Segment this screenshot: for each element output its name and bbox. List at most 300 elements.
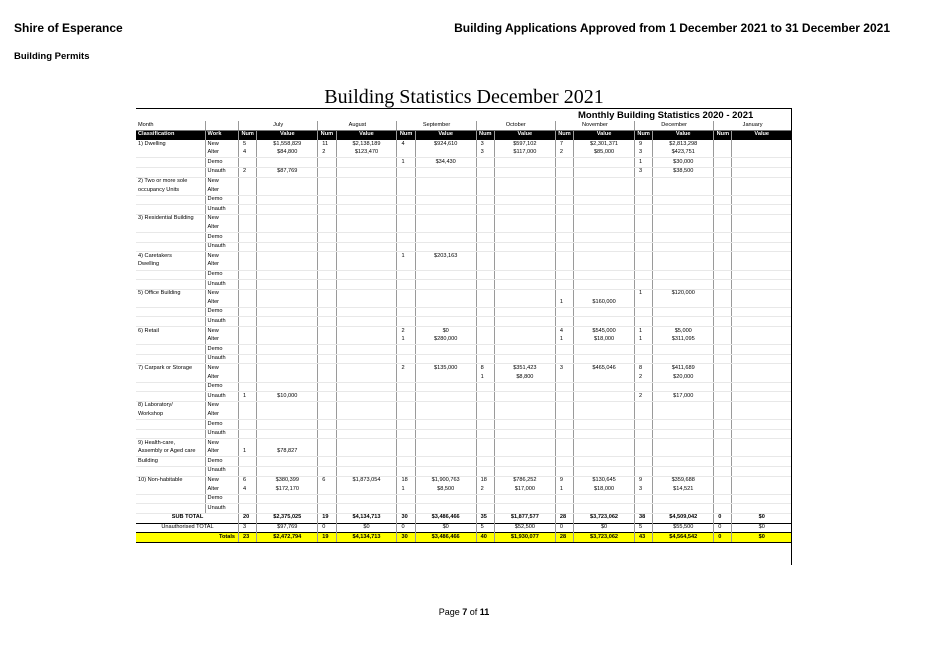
value-cell [257,205,318,215]
value-cell [415,401,476,410]
classification-cell [136,345,205,355]
num-cell [318,466,336,476]
value-cell [574,317,635,327]
value-cell [494,410,555,419]
table-row [136,167,791,177]
num-cell [239,317,257,327]
table-row [136,289,791,298]
value-cell [494,233,555,243]
value-cell: $2,301,371 [574,140,635,149]
value-cell: $34,430 [415,158,476,168]
num-cell [239,307,257,317]
num-cell: 1 [239,392,257,402]
value-cell [574,307,635,317]
value-cell [415,195,476,205]
classification-cell [136,485,205,494]
value-cell [494,382,555,392]
value-header: Value [336,130,397,140]
classification-cell [136,382,205,392]
num-cell: 0 [318,523,336,533]
num-cell [239,327,257,336]
num-cell [318,439,336,448]
value-cell [257,307,318,317]
num-cell [476,233,494,243]
value-cell: $0 [415,523,476,533]
table-row [136,401,791,410]
value-cell [415,289,476,298]
value-cell: $4,564,542 [653,533,714,543]
num-cell [318,261,336,270]
classification-cell: Dwelling [136,261,205,270]
num-cell [635,429,653,439]
month-header-december: December [635,121,714,130]
work-type-cell: Demo [205,233,239,243]
num-cell [555,289,573,298]
value-cell [415,177,476,186]
value-cell [257,466,318,476]
value-cell [653,448,714,457]
classification-cell [136,429,205,439]
num-cell [714,354,732,364]
classification-cell [136,317,205,327]
value-cell [574,158,635,168]
value-cell [574,420,635,430]
num-cell: 1 [476,373,494,382]
value-cell: $85,000 [574,149,635,158]
value-cell [494,195,555,205]
value-cell [415,261,476,270]
num-cell [635,448,653,457]
table-row [136,177,791,186]
table-row [136,410,791,419]
num-cell [555,439,573,448]
num-cell [714,327,732,336]
work-type-cell: Alter [205,485,239,494]
classification-cell [136,224,205,233]
value-cell [653,298,714,307]
num-cell [318,307,336,317]
num-cell [714,233,732,243]
value-cell [732,252,791,261]
table-row [136,186,791,195]
value-cell [494,317,555,327]
num-cell [714,476,732,485]
column-header-row [136,130,791,140]
value-cell [494,401,555,410]
value-cell [574,401,635,410]
num-cell: 2 [318,149,336,158]
classification-cell [136,373,205,382]
num-cell [397,439,415,448]
work-type-cell: New [205,439,239,448]
value-cell [494,252,555,261]
month-header-july: July [239,121,318,130]
num-cell [635,439,653,448]
classification-cell: 10) Non-habitable [136,476,205,485]
value-cell [336,364,397,373]
value-cell [653,242,714,252]
num-cell [476,167,494,177]
num-cell [714,252,732,261]
table-row [136,504,791,514]
num-cell [555,345,573,355]
value-cell [494,307,555,317]
value-cell [732,392,791,402]
value-cell: $135,000 [415,364,476,373]
monthly-stats-title: Monthly Building Statistics 2020 - 2021 [578,110,754,121]
value-cell [653,270,714,280]
num-cell [635,345,653,355]
section-label: Building Permits [14,51,90,62]
value-cell [653,224,714,233]
value-cell [494,214,555,223]
num-cell [476,345,494,355]
value-cell [732,261,791,270]
value-cell [653,494,714,504]
num-cell [476,242,494,252]
num-cell [318,242,336,252]
value-cell [574,289,635,298]
value-cell [574,195,635,205]
num-cell [714,345,732,355]
num-cell [397,242,415,252]
num-cell [318,494,336,504]
work-type-cell: Unauth [205,429,239,439]
value-cell: $2,138,189 [336,140,397,149]
num-cell [397,289,415,298]
value-cell [732,354,791,364]
value-cell: $5,000 [653,327,714,336]
totals-row-label: Totals [136,533,239,543]
num-cell [714,457,732,467]
num-cell [714,420,732,430]
value-cell [336,280,397,290]
classification-cell: 3) Residential Building [136,214,205,223]
value-cell [574,186,635,195]
num-cell [239,214,257,223]
value-cell [336,466,397,476]
num-cell: 3 [635,485,653,494]
num-cell [555,261,573,270]
value-cell [257,195,318,205]
value-cell [336,401,397,410]
num-cell [714,382,732,392]
num-cell [635,504,653,514]
num-cell [476,336,494,345]
value-cell [494,158,555,168]
table-row [136,327,791,336]
work-type-cell: Unauth [205,242,239,252]
num-cell: 1 [555,485,573,494]
value-cell [336,420,397,430]
value-cell: $130,645 [574,476,635,485]
value-cell: $2,813,298 [653,140,714,149]
num-cell [239,466,257,476]
value-cell [732,158,791,168]
num-cell [635,298,653,307]
num-cell [635,457,653,467]
value-cell [732,364,791,373]
num-cell: 1 [397,158,415,168]
table-row [136,205,791,215]
num-cell [239,504,257,514]
value-cell: $10,000 [257,392,318,402]
value-cell: $351,423 [494,364,555,373]
value-cell [415,186,476,195]
value-cell [653,214,714,223]
num-cell [635,466,653,476]
value-cell [653,345,714,355]
num-cell [397,224,415,233]
value-cell: $18,000 [574,485,635,494]
value-cell [653,354,714,364]
work-type-cell: Demo [205,457,239,467]
table-row [136,336,791,345]
classification-header: Classification [136,130,205,140]
table-row [136,242,791,252]
value-cell [732,214,791,223]
value-cell [257,317,318,327]
classification-cell [136,233,205,243]
num-cell [714,336,732,345]
num-cell [476,195,494,205]
num-cell [476,186,494,195]
num-cell [318,158,336,168]
classification-cell: 9) Health-care, [136,439,205,448]
classification-cell [136,307,205,317]
value-cell [574,457,635,467]
value-cell [336,242,397,252]
num-cell [239,280,257,290]
value-cell [574,504,635,514]
value-cell: $172,170 [257,485,318,494]
value-cell [257,261,318,270]
num-cell [318,289,336,298]
classification-cell [136,280,205,290]
value-cell [574,242,635,252]
num-cell [476,298,494,307]
num-cell: 6 [239,476,257,485]
table-row [136,298,791,307]
num-cell [714,167,732,177]
value-cell [257,252,318,261]
table-row [136,140,791,149]
num-cell [397,504,415,514]
value-cell: $4,134,713 [336,513,397,523]
value-cell: $120,000 [653,289,714,298]
value-cell [257,504,318,514]
value-cell: $8,800 [494,373,555,382]
value-cell [257,494,318,504]
num-header: Num [239,130,257,140]
num-cell [714,224,732,233]
num-cell [318,504,336,514]
num-cell: 2 [555,149,573,158]
value-cell [336,195,397,205]
classification-cell: Building [136,457,205,467]
num-cell [555,307,573,317]
value-cell [574,224,635,233]
value-cell [257,242,318,252]
num-cell [397,382,415,392]
num-cell [476,401,494,410]
num-cell: 18 [476,476,494,485]
value-cell [257,373,318,382]
value-cell [732,167,791,177]
value-cell: $84,800 [257,149,318,158]
num-cell [318,345,336,355]
num-cell [397,186,415,195]
table-row [136,195,791,205]
num-cell [397,457,415,467]
num-cell: 1 [635,336,653,345]
value-cell [732,448,791,457]
value-cell: $0 [732,533,791,543]
num-cell: 3 [555,364,573,373]
value-cell: $359,688 [653,476,714,485]
num-cell [318,327,336,336]
num-cell [555,382,573,392]
num-cell: 4 [397,140,415,149]
num-cell [397,149,415,158]
value-cell [574,280,635,290]
num-cell [397,373,415,382]
value-cell [257,345,318,355]
num-cell: 4 [239,149,257,158]
value-cell [494,186,555,195]
value-cell [257,457,318,467]
num-cell [476,205,494,215]
num-cell [318,214,336,223]
num-cell [239,233,257,243]
value-cell [336,504,397,514]
value-cell [574,252,635,261]
month-header-january: January [714,121,791,130]
num-cell [397,494,415,504]
num-cell [555,354,573,364]
value-cell [732,205,791,215]
value-cell [257,158,318,168]
value-cell: $786,252 [494,476,555,485]
table-row [136,457,791,467]
work-type-cell: Demo [205,420,239,430]
num-cell: 5 [476,523,494,533]
value-cell [732,420,791,430]
num-cell [635,177,653,186]
value-cell [336,233,397,243]
num-cell: 35 [476,513,494,523]
num-cell [476,382,494,392]
value-cell: $0 [732,513,791,523]
num-cell: 0 [397,523,415,533]
num-cell [555,224,573,233]
value-cell [415,429,476,439]
num-cell [318,429,336,439]
value-cell [574,214,635,223]
value-cell [336,177,397,186]
num-cell [476,317,494,327]
num-cell [714,186,732,195]
value-cell: $1,900,763 [415,476,476,485]
month-header-august: August [318,121,397,130]
value-cell [732,177,791,186]
value-cell [732,485,791,494]
value-cell [336,205,397,215]
value-cell [574,448,635,457]
table-row [136,373,791,382]
num-cell [555,280,573,290]
num-cell [476,466,494,476]
num-cell: 9 [555,476,573,485]
value-cell: $3,486,466 [415,513,476,523]
value-cell [732,298,791,307]
num-cell [397,205,415,215]
table-row [136,233,791,243]
num-cell [714,298,732,307]
table-row [136,382,791,392]
value-cell [336,317,397,327]
value-cell [494,177,555,186]
num-cell: 3 [239,523,257,533]
num-cell [239,401,257,410]
value-cell [336,336,397,345]
value-cell [732,327,791,336]
value-cell [494,167,555,177]
num-cell [635,195,653,205]
num-cell [635,233,653,243]
value-cell [732,494,791,504]
classification-cell: 7) Carpark or Storage [136,364,205,373]
value-cell [415,205,476,215]
value-cell [732,410,791,419]
value-cell: $117,000 [494,149,555,158]
work-type-cell: Unauth [205,504,239,514]
num-cell [635,205,653,215]
value-cell [415,224,476,233]
value-cell [494,504,555,514]
value-cell [574,205,635,215]
num-cell [714,158,732,168]
value-cell [574,439,635,448]
value-cell: $3,486,466 [415,533,476,543]
value-cell [257,289,318,298]
value-cell [336,252,397,261]
value-cell [415,298,476,307]
num-cell [318,317,336,327]
page-footer [0,607,928,617]
num-cell [239,205,257,215]
num-cell [476,252,494,261]
table-row [136,317,791,327]
value-cell [574,354,635,364]
month-label: Month [136,121,205,130]
num-cell [635,270,653,280]
num-cell [239,345,257,355]
value-cell: $4,509,042 [653,513,714,523]
value-header: Value [574,130,635,140]
num-cell [239,186,257,195]
value-cell [494,439,555,448]
document-title: Building Statistics December 2021 [324,86,604,108]
num-cell [318,448,336,457]
value-cell [336,289,397,298]
work-type-cell: Unauth [205,392,239,402]
num-cell: 2 [239,167,257,177]
num-cell [397,466,415,476]
num-cell [397,214,415,223]
value-cell [574,392,635,402]
num-cell [714,261,732,270]
